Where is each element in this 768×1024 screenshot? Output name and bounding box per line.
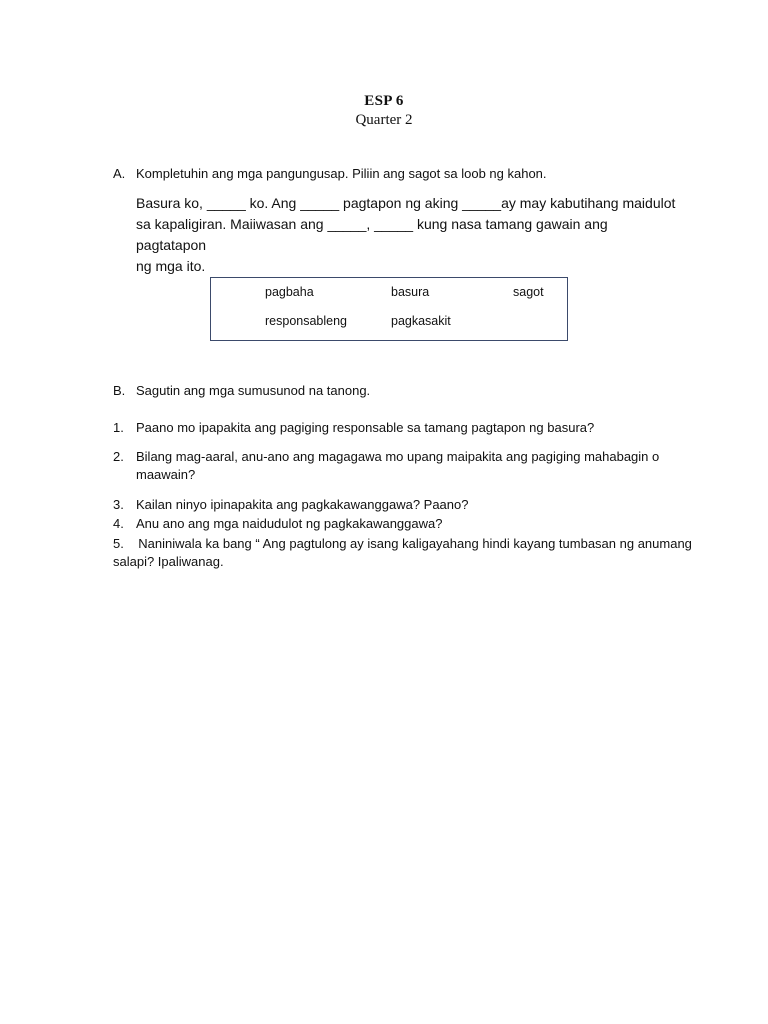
word-choice: pagkasakit [391, 314, 451, 328]
word-choice: pagbaha [265, 285, 314, 299]
question-number: 5. [113, 536, 124, 551]
section-b-instruction: Sagutin ang mga sumusunod na tanong. [136, 383, 371, 398]
section-a-label: A. [113, 166, 126, 181]
worksheet-title: ESP 6 [364, 93, 404, 109]
question-text-continued: salapi? Ipaliwanag. [113, 554, 224, 569]
question-text: Paano mo ipapakita ang pagiging responsable sa tamang pagtapon ng basura? [136, 420, 595, 435]
question-text: Bilang mag-aaral, anu-ano ang magagawa mo upang maipakita ang pagiging mahabagin o [136, 449, 660, 464]
question-text: Kailan ninyo ipinapakita ang pagkakawanggawa? Paano? [136, 497, 469, 512]
question-text-continued: maawain? [136, 467, 196, 482]
fill-in-paragraph [136, 193, 676, 277]
word-choice-box [210, 277, 568, 341]
question-5 [113, 535, 693, 571]
question-text: Anu ano ang mga naidudulot ng pagkakawanggawa? [136, 516, 443, 531]
section-b-label: B. [113, 383, 126, 398]
paragraph-line-1: Basura ko, _____ ko. Ang _____ pagtapon ng aking _____ay may kabutihang maidulot [136, 195, 676, 211]
question-text: Naniniwala ka bang “ Ang pagtulong ay isang kaligayahang hindi kayang tumbasan ng anumang [138, 536, 692, 551]
section-a-instruction: Kompletuhin ang mga pangungusap. Piliin ang sagot sa loob ng kahon. [136, 166, 547, 181]
question-number: 2. [113, 449, 124, 464]
paragraph-line-2: sa kapaligiran. Maiiwasan ang _____, _____ kung nasa tamang gawain ang pagtatapon [136, 216, 608, 253]
worksheet-subtitle: Quarter 2 [355, 112, 413, 128]
word-choice: sagot [513, 285, 544, 299]
question-number: 1. [113, 420, 124, 435]
question-number: 3. [113, 497, 124, 512]
question-number: 4. [113, 516, 124, 531]
word-choice: responsableng [265, 314, 348, 328]
paragraph-line-3: ng mga ito. [136, 258, 206, 274]
word-choice: basura [391, 285, 430, 299]
